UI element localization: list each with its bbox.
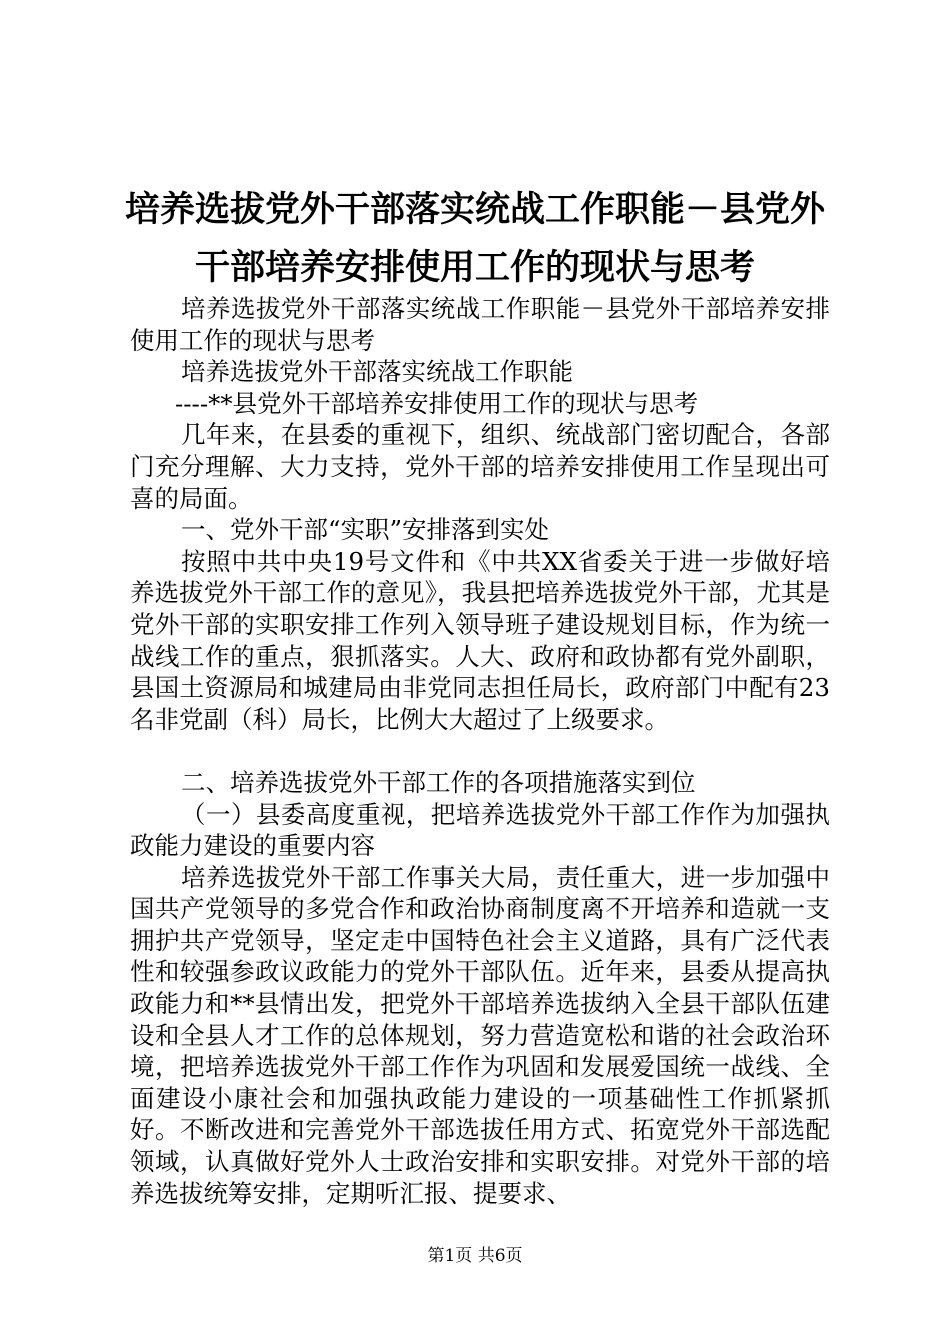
paragraph-subsection-1: 培养选拔党外干部工作事关大局，责任重大，进一步加强中国共产党领导的多党合作和政治协商制度离不开培养和造就一支拥护共产党领导，坚定走中国特色社会主义道路，具有广泛代表性和较强参政议政能力的党外干部队伍。近年来，县委从提高执政能力和**县情出发，把党外干部培养选拔纳入全县干部队伍建设和全县人才工作的总体规划，努力营造宽松和谐的社会政治环境，把培养选拔党外干部工作作为巩固和发展爱国统一战线、全面建设小康社会和加强执政能力建设的一项基础性工作抓紧抓好。不断改进和完善党外干部选拔任用方式、拓宽党外干部选配领域，认真做好党外人士政治安排和实职安排。对党外干部的培养选拔统筹安排，定期听汇报、提要求、 [130,862,830,1208]
paragraph-subtitle: 培养选拔党外干部落实统战工作职能 [181,357,573,387]
document-body [130,293,830,1209]
paragraph-section-1: 按照中共中央19号文件和《中共XX省委关于进一步做好培养选拔党外干部工作的意见》，我县把培养选拔党外干部，尤其是党外干部的实职安排工作列入领导班子建设规划目标，作为统一战线工作的重点，狠抓落实。人大、政府和政协都有党外副职，县国土资源局和城建局由非党同志担任局长，政府部门中配有23名非党副（科）局长，比例大大超过了上级要求。 [130,546,830,734]
section-heading-1: 一、党外干部“实职”安排落到实处 [181,515,550,545]
document-title-line1: 培养选拔党外干部落实统战工作职能－县党外 [124,189,825,230]
paragraph-intro: 几年来，在县委的重视下，组织、统战部门密切配合，各部门充分理解、大力支持，党外干部的培养安排使用工作呈现出可喜的局面。 [130,420,830,513]
section-heading-2: 二、培养选拔党外干部工作的各项措施落实到位 [181,767,696,797]
page-number-footer: 第1页 共6页 [427,1246,523,1266]
paragraph-title-repeat: 培养选拔党外干部落实统战工作职能－县党外干部培养安排使用工作的现状与思考 [130,294,830,355]
paragraph-subtitle-dash: ----**县党外干部培养安排使用工作的现状与思考 [175,388,699,418]
subsection-heading-1: （一）县委高度重视，把培养选拔党外干部工作作为加强执政能力建设的重要内容 [130,799,830,861]
document-title-line2: 干部培养安排使用工作的现状与思考 [194,247,755,288]
